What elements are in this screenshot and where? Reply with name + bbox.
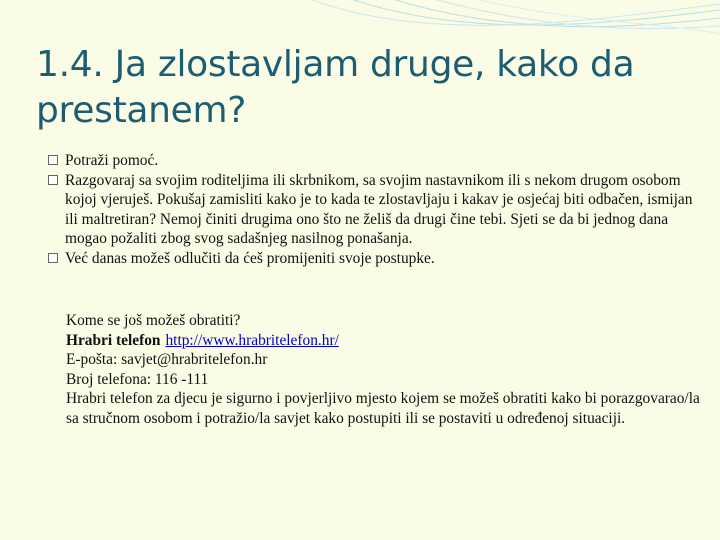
hotline-label: Hrabri telefon xyxy=(66,331,161,349)
square-bullet-icon xyxy=(48,155,58,165)
phone-line: Broj telefona: 116 -111 xyxy=(66,370,209,388)
bullet-item xyxy=(48,249,698,269)
square-bullet-icon xyxy=(48,175,58,185)
hotline-link[interactable]: http://www.hrabritelefon.hr/ xyxy=(165,331,339,349)
bullet-list xyxy=(48,151,698,268)
bullet-text: Potraži pomoć. xyxy=(65,152,159,169)
square-bullet-icon xyxy=(48,253,58,263)
bullet-item xyxy=(48,151,698,171)
email-line: E-pošta: savjet@hrabritelefon.hr xyxy=(66,351,268,368)
bullet-text: Razgovaraj sa svojim roditeljima ili skrbnikom, sa svojim nastavnikom ili s nekom drugom osobom kojoj vjeruješ. Pokušaj zamisliti kako je to kada te zlostavljaju i kakav je osjećaj biti odbačen, ismijan ili maltretiran? Nemoj činiti drugima ono što ne želiš da drugi čine tebi. Sjeti se da bi jednog dana mogao požaliti zbog svog sadašnjeg nasilnog ponašanja. xyxy=(65,171,693,247)
hotline-description: Hrabri telefon za djecu je sigurno i povjerljivo mjesto kojem se možeš obratiti kako bi porazgovarao/la sa stručnom osobom i potražio/la savjet kako postupiti ili se postaviti u određenoj situaciji. xyxy=(66,390,700,427)
hotline-line xyxy=(66,331,706,351)
contact-heading: Kome se još možeš obratiti? xyxy=(66,312,241,329)
bullet-item xyxy=(48,171,698,249)
bullet-text: Već danas možeš odlučiti da ćeš promijeniti svoje postupke. xyxy=(65,249,435,267)
slide-title: 1.4. Ja zlostavljam druge, kako da prestanem? xyxy=(36,44,635,131)
contact-block xyxy=(66,311,706,428)
